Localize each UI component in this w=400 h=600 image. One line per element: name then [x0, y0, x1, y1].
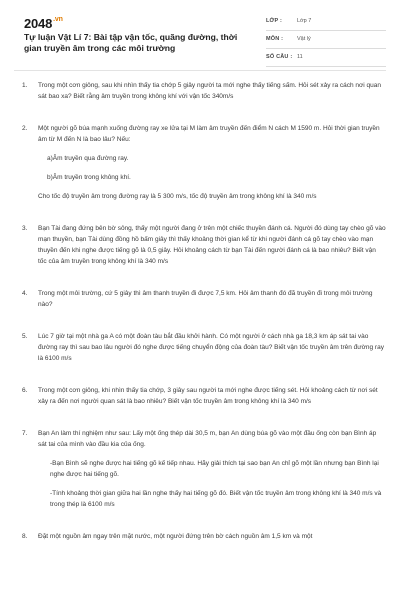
question-number: 7.: [22, 430, 28, 437]
meta-row-subject: [266, 34, 386, 49]
question-7: [14, 428, 386, 510]
meta-value-class: Lớp 7: [297, 18, 312, 24]
logo-suffix: .vn: [53, 16, 63, 23]
question-sub-b: -Tính khoảng thời gian giữa hai lần nghe thấy hai tiếng gõ đó. Biết vận tốc truyền âm trong không khí là 340 m/s và trong thép là 6100 m/s: [50, 490, 382, 508]
question-number: 8.: [22, 533, 28, 540]
question-text: Bạn An làm thí nghiệm như sau: Lấy một ống thép dài 30,5 m, bạn An dùng búa gõ vào một đầu ống còn bạn Bình áp sát tai của mình vào đầu kia của ống.: [38, 430, 377, 448]
question-8: [14, 531, 386, 542]
question-6: [14, 385, 386, 407]
meta-row-count: [266, 52, 386, 67]
meta-info: [266, 16, 386, 70]
meta-value-count: 11: [297, 54, 303, 60]
question-text: Bạn Tài đang đứng bên bờ sông, thấy một người đang ở trên một chiếc thuyền đánh cá. Người đó dùng tay chèo gõ vào mạn thuyền, bạn Tài dùng đồng hồ bấm giây thì thấy khoảng thời gian kể từ khi người đánh cá gõ tay chèo vào mạn thuyền đến khi nghe được tiếng gõ là 0,5 giây. Hỏi khoảng cách từ bạn Tài đến người đánh cá là bao nhiêu? Biết vận tốc của âm truyền trong không khí là 340 m/s: [38, 225, 386, 265]
question-list: [14, 80, 386, 563]
question-number: 3.: [22, 225, 28, 232]
question-text: Lúc 7 giờ tại một nhà ga A có một đoàn tàu bắt đầu khởi hành. Có một người ở cách nhà ga 18,3 km áp sát tai vào đường ray thì sau bao lâu người đó nghe được tiếng chuyển động của đoàn tàu? Biết vận tốc truyền âm trên đường ray là 6100 m/s: [38, 333, 384, 362]
question-sub-a: a)Âm truyền qua đường ray.: [47, 155, 129, 162]
meta-label-class: LỚP :: [266, 18, 282, 24]
question-text: Trong một môi trường, cứ 5 giây thì âm thanh truyền đi được 7,5 km. Hỏi âm thanh đó đã truyền đi trong môi trường nào?: [38, 290, 373, 308]
document-header: [14, 12, 386, 70]
question-number: 2.: [22, 125, 28, 132]
question-text: Trong một cơn giông, khi nhìn thấy tia chớp, 3 giây sau người ta mới nghe được tiếng sét. Hỏi khoảng cách từ nơi sét xảy ra đến nơi người quan sát là bao nhiêu? Biết vận tốc truyền âm trong không khí là 340 m/s: [38, 387, 378, 405]
question-4: [14, 288, 386, 310]
question-number: 1.: [22, 82, 28, 89]
logo-text: 2048: [24, 16, 53, 31]
site-logo[interactable]: [24, 16, 63, 31]
question-number: 5.: [22, 333, 28, 340]
question-text: Một người gõ búa mạnh xuống đường ray xe lửa tại M làm âm truyền đến điểm N cách M 1590 m. Hỏi thời gian truyền âm từ M đến N là bao lâu? Nếu:: [38, 125, 380, 143]
meta-label-subject: MÔN :: [266, 36, 284, 42]
question-number: 6.: [22, 387, 28, 394]
question-sub-b: b)Âm truyền trong không khí.: [47, 174, 131, 181]
meta-value-subject: Vật lý: [297, 36, 311, 42]
question-1: [14, 80, 386, 102]
question-5: [14, 331, 386, 364]
question-text: Đặt một nguồn âm ngay trên mặt nước, một người đứng trên bờ cách nguồn âm 1,5 km và một: [38, 533, 313, 540]
question-2: [14, 123, 386, 202]
header-divider: [14, 70, 386, 71]
question-number: 4.: [22, 290, 28, 297]
question-text: Trong một cơn giông, sau khi nhìn thấy tia chớp 5 giây người ta mới nghe thấy tiếng sấm. Hỏi sét xảy ra cách nơi quan sát bao xa? Biết rằng âm truyền trong không khí với vận tốc 340m/s: [38, 82, 382, 100]
page-title: Tự luận Vật Lí 7: Bài tập vận tốc, quãng đường, thời gian truyền âm trong các môi trường: [24, 32, 238, 53]
meta-row-class: [266, 16, 386, 31]
meta-label-count: SỐ CÂU :: [266, 54, 293, 60]
question-note: Cho tốc độ truyền âm trong đường ray là 5 300 m/s, tốc độ truyền âm trong không khí là 340 m/s: [38, 193, 317, 200]
question-sub-a: -Bạn Bình sẽ nghe được hai tiếng gõ kế tiếp nhau. Hãy giải thích tại sao bạn An chỉ gõ một lần nhưng bạn Bình lại nghe được hai tiếng gõ.: [50, 460, 379, 478]
question-3: [14, 223, 386, 267]
